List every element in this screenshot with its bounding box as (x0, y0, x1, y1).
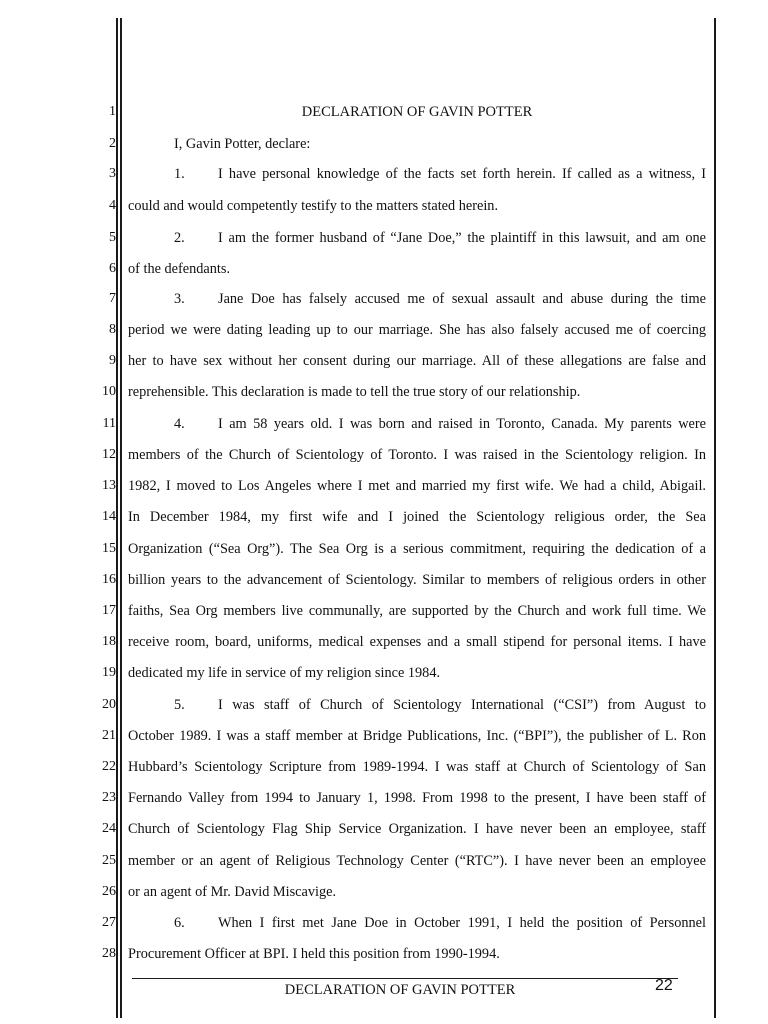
line-number: 1 (109, 104, 116, 119)
paragraph-number: 2. (174, 230, 185, 246)
body-line: Organization (“Sea Org”). The Sea Org is a serious commitment, requiring the dedication of a (128, 541, 706, 557)
body-line: her to have sex without her consent during our marriage. All of these allegations are false and (128, 353, 706, 369)
body-line: Church of Scientology Flag Ship Service Organization. I have never been an employee, staff (128, 821, 706, 837)
line-number: 27 (102, 915, 116, 930)
line-number: 6 (109, 261, 116, 276)
line-number: 4 (109, 198, 116, 213)
line-number: 7 (109, 291, 116, 306)
left-rule-inner (120, 18, 122, 1018)
body-line: In December 1984, my first wife and I joined the Scientology religious order, the Sea (128, 509, 706, 525)
line-number: 10 (102, 384, 116, 399)
footer-title: DECLARATION OF GAVIN POTTER (284, 982, 516, 998)
body-line (128, 415, 706, 433)
line-number: 9 (109, 353, 116, 368)
body-line: period we were dating leading up to our marriage. She has also falsely accused me of coercing (128, 322, 706, 338)
paragraph-number: 6. (174, 915, 185, 931)
body-line-text: I have personal knowledge of the facts set forth herein. If called as a witness, I (218, 166, 706, 182)
paragraph-number: 1. (174, 166, 185, 182)
body-line: member or an agent of Religious Technology Center (“RTC”). I have never been an employee (128, 853, 706, 869)
line-number: 26 (102, 884, 116, 899)
body-line-text: When I first met Jane Doe in October 1991, I held the position of Personnel (218, 915, 706, 931)
line-number: 25 (102, 853, 116, 868)
line-number: 13 (102, 478, 116, 493)
body-line (128, 696, 706, 714)
left-rule-outer (116, 18, 118, 1018)
paragraph-number: 3. (174, 291, 185, 307)
body-line: Fernando Valley from 1994 to January 1, 1998. From 1998 to the present, I have been staff of (128, 790, 706, 806)
body-line (128, 914, 706, 932)
body-line (128, 229, 706, 247)
line-number: 8 (109, 322, 116, 337)
line-number: 21 (102, 728, 116, 743)
declaration-opening: I, Gavin Potter, declare: (174, 136, 311, 152)
line-number: 3 (109, 166, 116, 181)
body-line: could and would competently testify to the matters stated herein. (128, 198, 499, 214)
body-line: dedicated my life in service of my religion since 1984. (128, 665, 441, 681)
page-number: 22 (655, 977, 673, 994)
footer-rule (132, 978, 678, 979)
body-line: reprehensible. This declaration is made to tell the true story of our relationship. (128, 384, 581, 400)
body-line: receive room, board, uniforms, medical expenses and a small stipend for personal items. I have (128, 634, 706, 650)
body-line-text: I am 58 years old. I was born and raised in Toronto, Canada. My parents were (218, 416, 706, 432)
right-rule (714, 18, 716, 1018)
paragraph-number: 5. (174, 697, 185, 713)
line-number: 19 (102, 665, 116, 680)
body-line: 1982, I moved to Los Angeles where I met and married my first wife. We had a child, Abigail. (128, 478, 706, 494)
line-number: 5 (109, 230, 116, 245)
body-line: October 1989. I was a staff member at Bridge Publications, Inc. (“BPI”), the publisher of L. Ron (128, 728, 706, 744)
body-line: billion years to the advancement of Scientology. Similar to members of religious orders in other (128, 572, 706, 588)
line-number: 17 (102, 603, 116, 618)
line-number: 20 (102, 697, 116, 712)
body-line: members of the Church of Scientology of Toronto. I was raised in the Scientology religion. In (128, 447, 706, 463)
line-number: 22 (102, 759, 116, 774)
body-line-text: Jane Doe has falsely accused me of sexual assault and abuse during the time (218, 291, 706, 307)
line-number: 24 (102, 821, 116, 836)
line-number: 16 (102, 572, 116, 587)
document-title: DECLARATION OF GAVIN POTTER (301, 104, 533, 120)
body-line-text: I am the former husband of “Jane Doe,” the plaintiff in this lawsuit, and am one (218, 230, 706, 246)
line-number: 23 (102, 790, 116, 805)
body-line: Hubbard’s Scientology Scripture from 1989-1994. I was staff at Church of Scientology of San (128, 759, 706, 775)
body-line: Procurement Officer at BPI. I held this position from 1990-1994. (128, 946, 500, 962)
line-number: 11 (102, 416, 116, 431)
body-line: faiths, Sea Org members live communally, are supported by the Church and work full time. We (128, 603, 706, 619)
body-line (128, 165, 706, 183)
body-line-text: I was staff of Church of Scientology International (“CSI”) from August to (218, 697, 706, 713)
line-number: 14 (102, 509, 116, 524)
line-number: 28 (102, 946, 116, 961)
line-number: 15 (102, 541, 116, 556)
line-number: 12 (102, 447, 116, 462)
paragraph-number: 4. (174, 416, 185, 432)
line-number: 2 (109, 136, 116, 151)
line-number: 18 (102, 634, 116, 649)
body-line (128, 290, 706, 308)
body-line: of the defendants. (128, 261, 231, 277)
body-line: or an agent of Mr. David Miscavige. (128, 884, 337, 900)
